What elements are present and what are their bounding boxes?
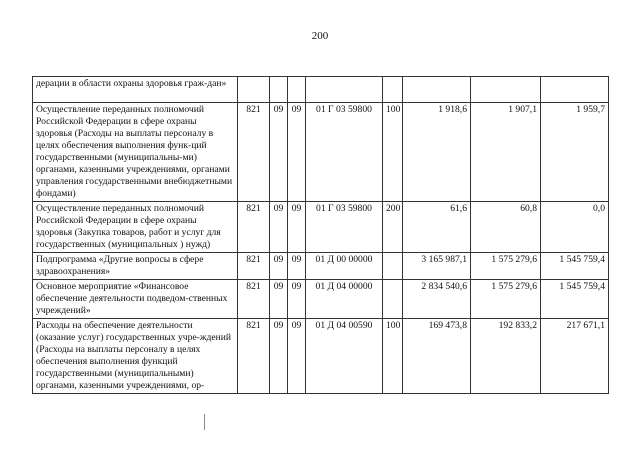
row-pr (288, 77, 306, 103)
row-vr (383, 77, 403, 103)
row-ved: 821 (238, 253, 270, 280)
row-vr (383, 280, 403, 319)
row-csr: 01 Д 04 00000 (306, 280, 383, 319)
table-row (33, 253, 609, 280)
row-rz: 09 (270, 280, 288, 319)
row-ved: 821 (238, 202, 270, 253)
row-ved: 821 (238, 319, 270, 394)
row-csr: 01 Г 03 59800 (306, 202, 383, 253)
table-row (33, 202, 609, 253)
row-vr (383, 253, 403, 280)
row-rz: 09 (270, 253, 288, 280)
row-year1: 3 165 987,1 (403, 253, 471, 280)
row-vr: 100 (383, 319, 403, 394)
table-row (33, 280, 609, 319)
table-row (33, 103, 609, 202)
row-year3: 1 545 759,4 (541, 280, 609, 319)
row-pr: 09 (288, 319, 306, 394)
row-name: Подпрограмма «Другие вопросы в сфере здравоохранения» (33, 253, 238, 280)
row-rz: 09 (270, 319, 288, 394)
budget-table (32, 76, 609, 394)
row-year3: 217 671,1 (541, 319, 609, 394)
row-year2: 1 575 279,6 (471, 253, 541, 280)
row-pr: 09 (288, 202, 306, 253)
row-rz (270, 77, 288, 103)
row-pr: 09 (288, 253, 306, 280)
row-csr: 01 Г 03 59800 (306, 103, 383, 202)
table-row (33, 77, 609, 103)
row-pr: 09 (288, 103, 306, 202)
row-year2 (471, 77, 541, 103)
scan-mark (204, 414, 205, 430)
row-name: Расходы на обеспечение деятельности (оказание услуг) государственных учре-ждений (Расходы на выплаты персоналу в целях обеспечения выполнения функций государственными (муниципальными) органами, казенными учреждениями, ор- (33, 319, 238, 394)
row-name: Осуществление переданных полномочий Российской Федерации в сфере охраны здоровья (Закупка товаров, работ и услуг для государственных (муниципальных ) нужд) (33, 202, 238, 253)
row-year3: 1 545 759,4 (541, 253, 609, 280)
row-year3 (541, 77, 609, 103)
row-rz: 09 (270, 103, 288, 202)
row-csr: 01 Д 04 00590 (306, 319, 383, 394)
row-year1: 169 473,8 (403, 319, 471, 394)
row-vr: 100 (383, 103, 403, 202)
row-ved: 821 (238, 280, 270, 319)
table-row (33, 319, 609, 394)
row-ved: 821 (238, 103, 270, 202)
row-ved (238, 77, 270, 103)
row-year3: 0,0 (541, 202, 609, 253)
row-csr: 01 Д 00 00000 (306, 253, 383, 280)
row-name: Основное мероприятие «Финансовое обеспечение деятельности подведом-ственных учреждений» (33, 280, 238, 319)
row-vr: 200 (383, 202, 403, 253)
row-rz: 09 (270, 202, 288, 253)
row-year1: 2 834 540,6 (403, 280, 471, 319)
row-name: дерации в области охраны здоровья граж-дан» (33, 77, 238, 103)
row-pr: 09 (288, 280, 306, 319)
row-year2: 192 833,2 (471, 319, 541, 394)
row-year1: 61,6 (403, 202, 471, 253)
row-year2: 1 907,1 (471, 103, 541, 202)
row-name: Осуществление переданных полномочий Российской Федерации в сфере охраны здоровья (Расходы на выплаты персоналу в целях обеспечения выполнения функ-ций государственными (муниципальны-ми) органами, казенными учреждениями, органами управления государственными внебюджетными фондами) (33, 103, 238, 202)
row-year2: 1 575 279,6 (471, 280, 541, 319)
row-year2: 60,8 (471, 202, 541, 253)
row-year3: 1 959,7 (541, 103, 609, 202)
page-number: 200 (311, 30, 329, 42)
row-csr (306, 77, 383, 103)
row-year1: 1 918,6 (403, 103, 471, 202)
row-year1 (403, 77, 471, 103)
